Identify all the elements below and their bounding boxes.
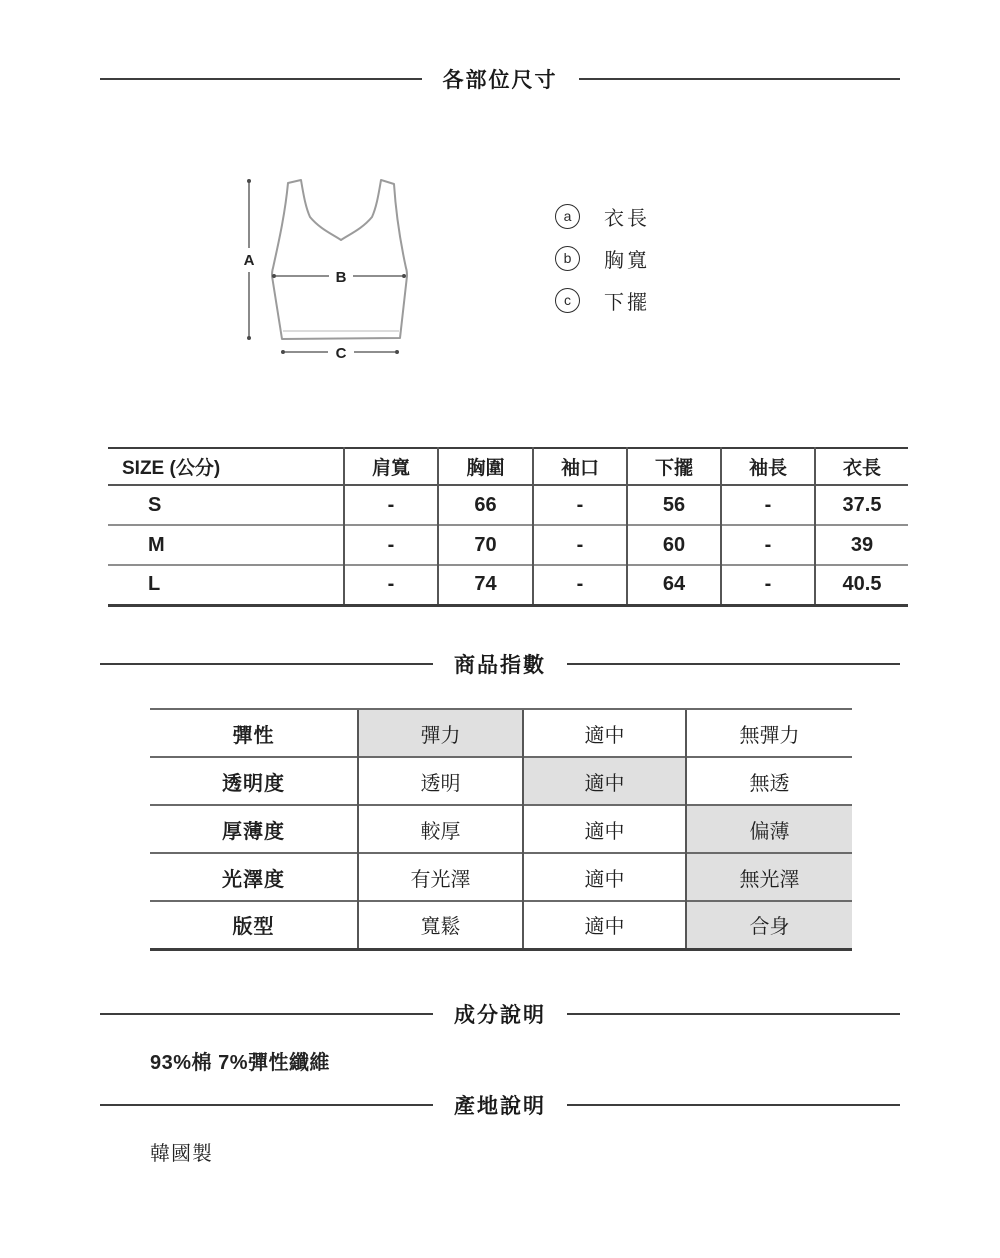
- value-cell: -: [533, 485, 627, 525]
- size-cell: M: [108, 525, 344, 565]
- section-title-origin: 產地說明: [454, 1095, 546, 1118]
- index-label: 彈性: [150, 709, 358, 757]
- divider-line: [579, 78, 901, 80]
- garment-diagram: [228, 158, 432, 368]
- index-option: 合身: [686, 901, 852, 949]
- size-chart-table: [108, 447, 908, 607]
- section-title-measurements: 各部位尺寸: [442, 69, 558, 92]
- index-option: 較厚: [358, 805, 523, 853]
- value-cell: -: [721, 525, 815, 565]
- index-option: 無光澤: [686, 853, 852, 901]
- value-cell: -: [344, 525, 438, 565]
- divider-line: [567, 1013, 900, 1015]
- index-option: 無透: [686, 757, 852, 805]
- index-option: 彈力: [358, 709, 523, 757]
- dimension-label-c: C: [335, 345, 347, 362]
- index-option: 適中: [523, 805, 686, 853]
- dimension-label-a: A: [243, 252, 255, 269]
- divider-line: [567, 1104, 900, 1106]
- dimension-label-b: B: [335, 269, 347, 286]
- index-option: 有光澤: [358, 853, 523, 901]
- size-table-header-row: [108, 448, 908, 485]
- legend-label: 下擺: [604, 291, 650, 314]
- value-cell: -: [721, 565, 815, 605]
- index-option: 適中: [523, 901, 686, 949]
- section-title-composition: 成分說明: [454, 1004, 546, 1027]
- index-option: 透明: [358, 757, 523, 805]
- value-cell: -: [344, 565, 438, 605]
- value-cell: 37.5: [815, 485, 908, 525]
- index-label: 透明度: [150, 757, 358, 805]
- index-option: 適中: [523, 757, 686, 805]
- legend-item: [555, 245, 650, 271]
- index-row-thickness: [150, 805, 852, 853]
- section-title-product-index: 商品指數: [454, 654, 546, 677]
- value-cell: -: [533, 525, 627, 565]
- size-cell: S: [108, 485, 344, 525]
- legend-item: [555, 203, 650, 229]
- index-option: 適中: [523, 853, 686, 901]
- index-option: 寬鬆: [358, 901, 523, 949]
- legend-label: 衣長: [604, 207, 650, 230]
- index-row-elasticity: [150, 709, 852, 757]
- value-cell: 56: [627, 485, 721, 525]
- value-cell: 40.5: [815, 565, 908, 605]
- value-cell: -: [344, 485, 438, 525]
- table-row-size-m: [108, 525, 908, 565]
- product-index-table: [150, 708, 852, 951]
- value-cell: 39: [815, 525, 908, 565]
- index-label: 版型: [150, 901, 358, 949]
- column-header-sleeve: 袖長: [721, 448, 815, 485]
- column-header-chest: 胸圍: [438, 448, 533, 485]
- value-cell: 60: [627, 525, 721, 565]
- column-header-length: 衣長: [815, 448, 908, 485]
- column-header-cuff: 袖口: [533, 448, 627, 485]
- column-header-hem: 下擺: [627, 448, 721, 485]
- column-header-shoulder: 肩寬: [344, 448, 438, 485]
- divider-line: [100, 1104, 433, 1106]
- section-header-product-index: [100, 644, 900, 684]
- value-cell: 64: [627, 565, 721, 605]
- divider-line: [100, 663, 433, 665]
- index-label: 厚薄度: [150, 805, 358, 853]
- section-header-origin: [100, 1085, 900, 1125]
- index-option: 偏薄: [686, 805, 852, 853]
- index-row-fit: [150, 901, 852, 949]
- value-cell: -: [533, 565, 627, 605]
- legend-item: [555, 287, 650, 313]
- divider-line: [100, 1013, 433, 1015]
- value-cell: 74: [438, 565, 533, 605]
- value-cell: 66: [438, 485, 533, 525]
- circled-letter-c-icon: c: [555, 288, 580, 313]
- index-row-gloss: [150, 853, 852, 901]
- table-row-size-s: [108, 485, 908, 525]
- size-cell: L: [108, 565, 344, 605]
- index-option: 無彈力: [686, 709, 852, 757]
- composition-text: 93%棉 7%彈性纖維: [150, 1052, 330, 1074]
- index-row-transparency: [150, 757, 852, 805]
- divider-line: [567, 663, 900, 665]
- measurement-legend: [555, 203, 650, 329]
- table-row-size-l: [108, 565, 908, 605]
- value-cell: 70: [438, 525, 533, 565]
- column-header-size: SIZE (公分): [108, 448, 344, 485]
- origin-text: 韓國製: [150, 1143, 213, 1165]
- garment-outline: [272, 180, 407, 339]
- index-option: 適中: [523, 709, 686, 757]
- section-header-composition: [100, 994, 900, 1034]
- circled-letter-a-icon: a: [555, 204, 580, 229]
- divider-line: [100, 78, 422, 80]
- index-label: 光澤度: [150, 853, 358, 901]
- circled-letter-b-icon: b: [555, 246, 580, 271]
- section-header-measurements: [100, 59, 900, 99]
- value-cell: -: [721, 485, 815, 525]
- legend-label: 胸寬: [604, 249, 650, 272]
